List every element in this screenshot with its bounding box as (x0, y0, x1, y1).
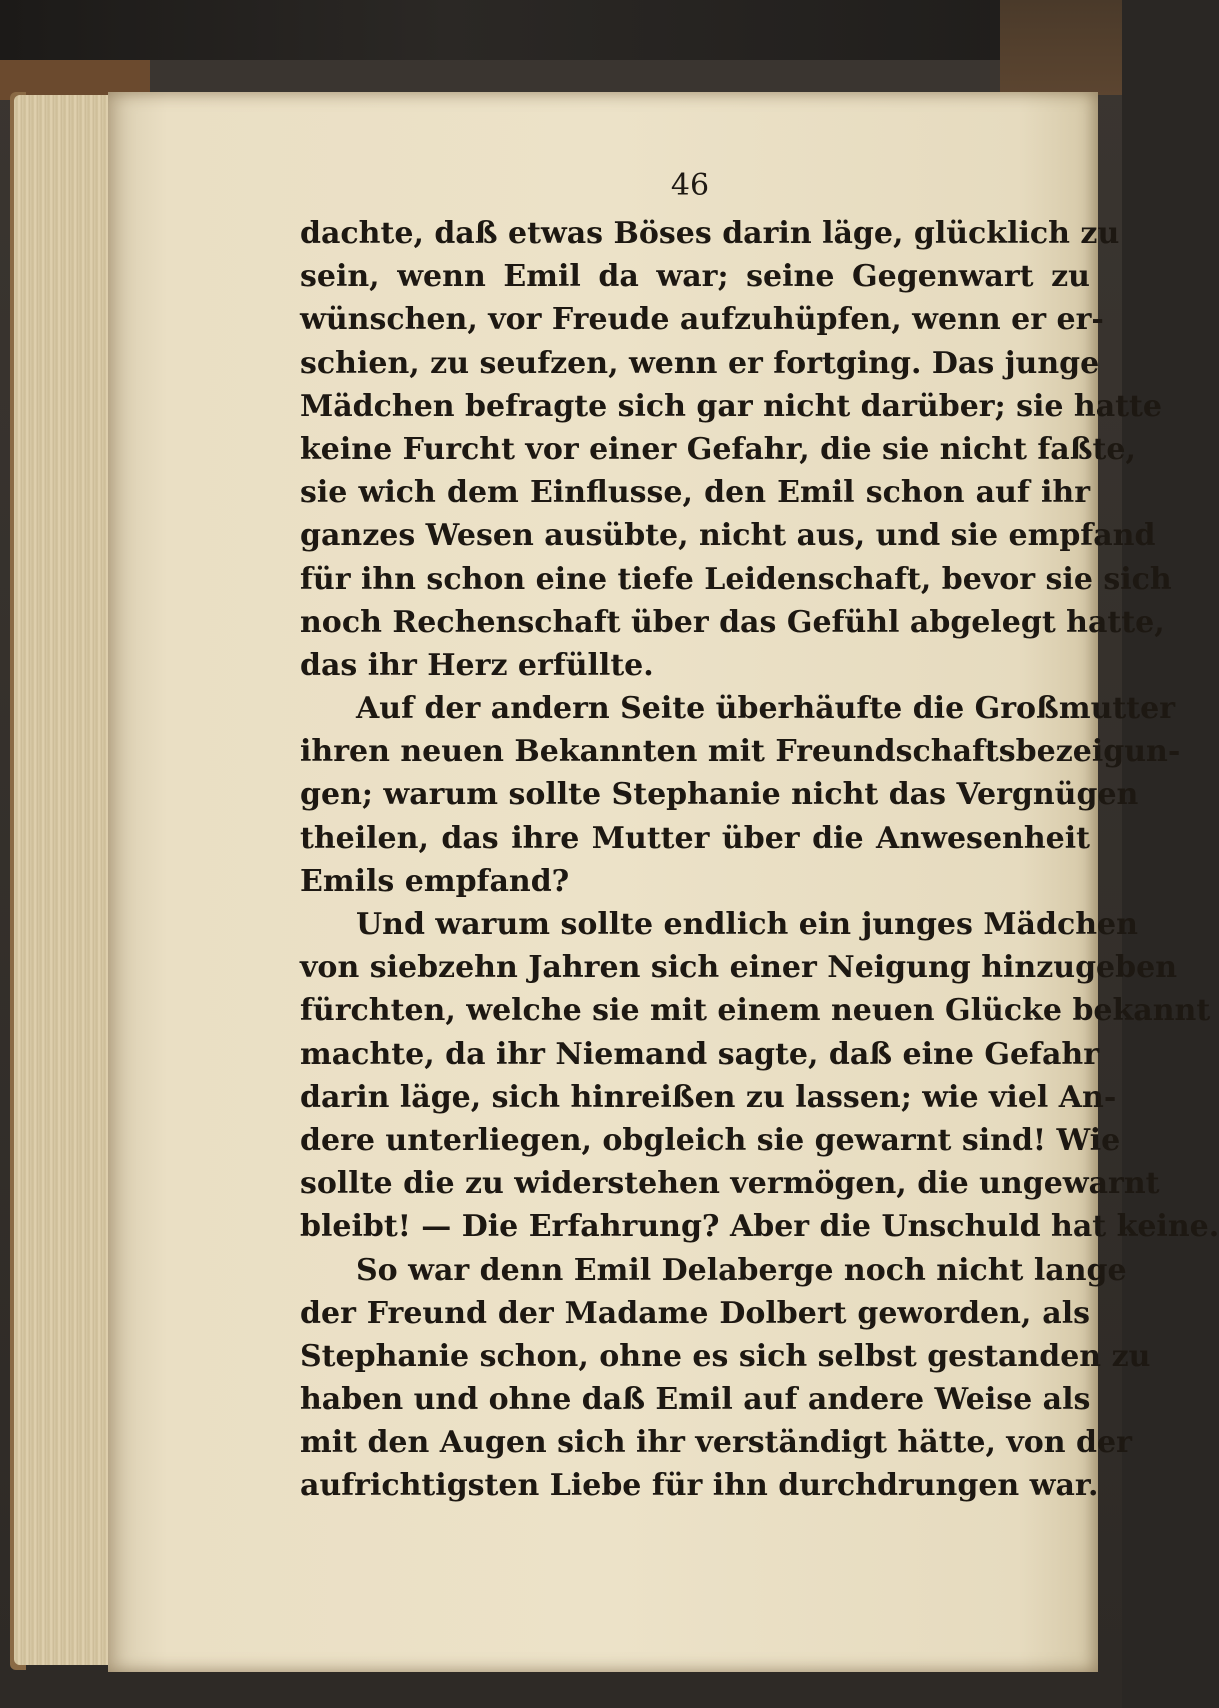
text-line: noch Rechenschaft über das Gefühl abgelegt hatte, (300, 604, 1165, 640)
text-line: darin läge, sich hinreißen zu lassen; wie viel An- (300, 1079, 1117, 1115)
text-line: bleibt! — Die Erfahrung? Aber die Unschuld hat keine. (300, 1209, 1219, 1245)
text-line: sollte die zu widerstehen vermögen, die ungewarnt (300, 1166, 1160, 1202)
text-line: fürchten, welche sie mit einem neuen Glücke bekannt (300, 993, 1211, 1029)
cover-leather-corner (1000, 0, 1122, 95)
text-line: für ihn schon eine tiefe Leidenschaft, bevor sie sich (300, 561, 1172, 597)
page-number: 46 (670, 168, 710, 203)
text-line: machte, da ihr Niemand sagte, daß eine Gefahr (300, 1036, 1100, 1072)
text-line: theilen, das ihre Mutter über die Anwesenheit (300, 820, 1090, 856)
text-line: dere unterliegen, obgleich sie gewarnt sind! Wie (300, 1122, 1121, 1158)
text-line: sein, wenn Emil da war; seine Gegenwart zu (300, 259, 1090, 295)
text-line: Stephanie schon, ohne es sich selbst gestanden zu (300, 1338, 1151, 1374)
text-line: der Freund der Madame Dolbert geworden, als (300, 1295, 1090, 1331)
text-line: haben und ohne daß Emil auf andere Weise als (300, 1382, 1091, 1418)
text-line: ihren neuen Bekannten mit Freundschaftsbezeigun- (300, 734, 1181, 770)
text-line: Auf der andern Seite überhäufte die Großmutter (356, 691, 1175, 727)
text-line: schien, zu seufzen, wenn er fortging. Das junge (300, 345, 1100, 381)
text-line: aufrichtigsten Liebe für ihn durchdrungen war. (300, 1468, 1099, 1504)
text-line: keine Furcht vor einer Gefahr, die sie nicht faßte, (300, 431, 1136, 467)
text-line: dachte, daß etwas Böses darin läge, glücklich zu (300, 216, 1120, 251)
text-line: So war denn Emil Delaberge noch nicht lange (356, 1252, 1127, 1288)
text-line: von siebzehn Jahren sich einer Neigung hinzugeben (300, 950, 1178, 986)
page-text (300, 212, 1219, 1508)
text-line: Emils empfand? (300, 863, 570, 899)
text-line: Und warum sollte endlich ein junges Mädchen (356, 907, 1138, 942)
text-line: mit den Augen sich ihr verständigt hätte, von der (300, 1425, 1132, 1461)
text-line: das ihr Herz erfüllte. (300, 647, 654, 683)
text-line: Mädchen befragte sich gar nicht darüber; sie hatte (300, 388, 1162, 424)
text-line: gen; warum sollte Stephanie nicht das Vergnügen (300, 777, 1139, 813)
text-line: ganzes Wesen ausübte, nicht aus, und sie empfand (300, 518, 1156, 554)
text-line: wünschen, vor Freude aufzuhüpfen, wenn er er- (300, 302, 1104, 338)
text-line: sie wich dem Einflusse, den Emil schon auf ihr (300, 475, 1090, 511)
